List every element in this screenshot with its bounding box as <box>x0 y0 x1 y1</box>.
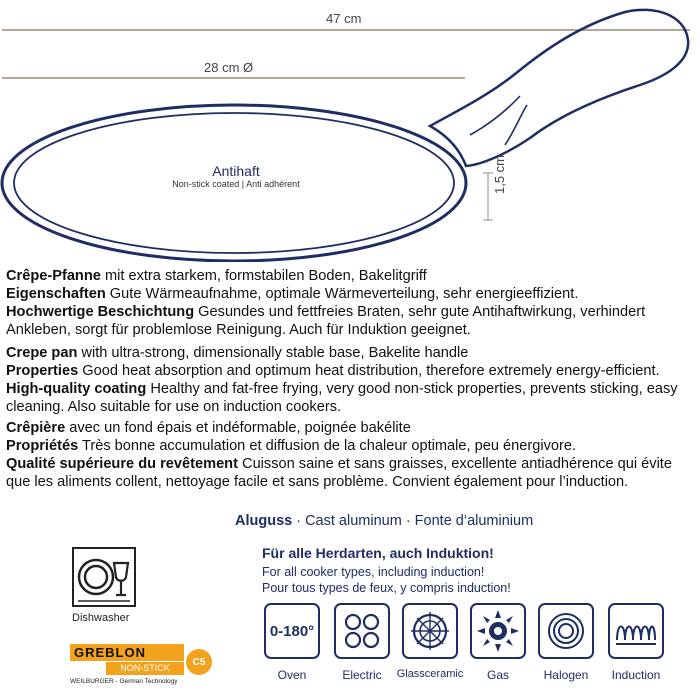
cooker-subtitle-fr: Pour tous types de feux, y compris induction! <box>262 581 511 595</box>
gas-icon <box>470 603 526 659</box>
label-electric: Electric <box>342 668 382 682</box>
en-heading-1: Crepe pan <box>6 345 78 361</box>
fr-text-1: avec un fond épais et indéformable, poignée bakélite <box>65 420 411 436</box>
glassceramic-icon <box>402 603 458 659</box>
material-bold: Aluguss <box>235 513 293 529</box>
total-length-label: 47 cm <box>326 11 362 26</box>
label-gas: Gas <box>486 668 509 682</box>
en-heading-2: Properties <box>6 363 79 379</box>
fr-heading-3: Qualité supérieure du revêtement <box>6 456 238 472</box>
description-german <box>6 267 696 339</box>
de-heading-3: Hochwertige Beschichtung <box>6 304 195 320</box>
greblon-brand: GREBLON <box>70 644 184 661</box>
en-heading-3: High-quality coating <box>6 381 147 397</box>
pan-label-main: Antihaft <box>212 163 260 179</box>
greblon-logo <box>70 640 212 690</box>
label-oven: Oven <box>277 668 307 682</box>
fr-text-2: Très bonne accumulation et diffusion de la chaleur optimale, peu énergivore. <box>78 438 577 454</box>
fr-heading-2: Propriétés <box>6 438 79 454</box>
en-text-2: Good heat absorption and optimum heat distribution, therefore extremely energy-efficient. <box>78 363 660 379</box>
en-text-3: Healthy and fat-free frying, very good non-stick properties, prevents sticking, easy cleaning. Also suitable for use on induction cookers. <box>6 381 678 415</box>
greblon-sub: WEILBURGER - German Technology <box>70 678 178 685</box>
oven-range: 0-180° <box>269 622 315 640</box>
de-text-1: mit extra starkem, formstabilen Boden, Bakelitgriff <box>100 268 427 284</box>
dishwasher-icon <box>72 547 136 607</box>
de-text-3: Gesundes und fettfreies Braten, sehr gute Antihaftwirkung, verhindert Ankleben, sorgt für problemlose Reinigung. Auch für Induktion geeignet. <box>6 304 646 338</box>
dishwasher-label: Dishwasher <box>72 612 130 624</box>
de-heading-1: Crêpe-Pfanne <box>6 268 101 284</box>
pan-coating-label <box>146 163 326 189</box>
en-text-1: with ultra-strong, dimensionally stable base, Bakelite handle <box>77 345 469 361</box>
diameter-label: 28 cm Ø <box>204 60 254 75</box>
cooker-title: Für alle Herdarten, auch Induktion! <box>262 545 494 561</box>
greblon-grade: C5 <box>186 649 212 675</box>
greblon-tag: NON-STICK <box>106 662 184 675</box>
induction-icon <box>608 603 664 659</box>
label-glassceramic: Glassceramic <box>396 668 464 680</box>
de-heading-2: Eigenschaften <box>6 286 106 302</box>
label-halogen: Halogen <box>543 668 589 682</box>
label-induction: Induction <box>611 668 661 682</box>
de-text-2: Gute Wärmeaufnahme, optimale Wärmeverteilung, sehr energieeffizient. <box>105 286 579 302</box>
pan-handle <box>430 10 688 166</box>
material-line <box>235 513 533 529</box>
fr-heading-1: Crêpière <box>6 420 66 436</box>
description-english <box>6 344 696 416</box>
material-text: · Cast aluminum · Fonte d‘aluminium <box>292 513 534 529</box>
electric-icon <box>334 603 390 659</box>
pan-diagram <box>0 0 700 262</box>
description-french <box>6 419 696 491</box>
cooker-subtitle-en: For all cooker types, including induction! <box>262 565 485 579</box>
height-label: 1,5 cm <box>492 154 507 194</box>
fr-text-3: Cuisson saine et sans graisses, excellente antiadhérence qui évite que les aliments collent, nettoyage facile et sans problème. Convient également pour l’induction. <box>6 456 672 490</box>
halogen-icon <box>538 603 594 659</box>
oven-icon <box>264 603 320 659</box>
pan-label-sub: Non-stick coated | Anti adhérent <box>172 179 300 189</box>
